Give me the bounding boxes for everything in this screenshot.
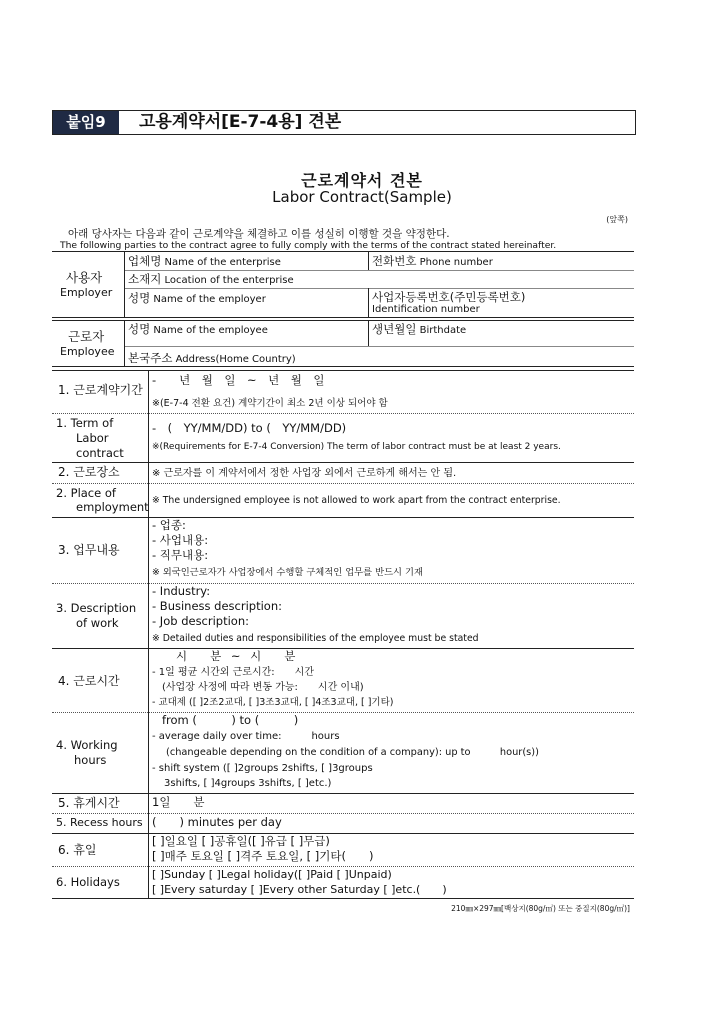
- overtime-limit-ko: (사업장 사정에 따라 변동 가능: 시간 이내): [162, 682, 364, 693]
- recess-label-ko: 5. 휴게시간: [58, 796, 120, 810]
- duties-note-en: ※ Detailed duties and responsibilities of the employee must be stated: [152, 633, 479, 644]
- term-requirement-ko: ※(E-7-4 전환 요건) 계약기간이 최소 2년 이상 되어야 함: [152, 398, 388, 409]
- recess-value-ko: 1일 분: [152, 795, 205, 809]
- duties-note-ko: ※ 외국인근로자가 사업장에서 수행할 구체적인 업무를 반드시 기재: [152, 567, 423, 578]
- overtime-ko: - 1일 평균 시간외 근로시간: 시간: [152, 667, 314, 678]
- paper-spec: 210㎜×297㎜[백상지(80g/㎡) 또는 중질지(80g/㎡)]: [451, 904, 630, 913]
- overtime-en: - average daily over time: hours: [152, 731, 340, 742]
- phone-field: 전화번호 Phone number: [372, 254, 493, 268]
- duties-label-en-line1: 3. Description: [56, 601, 137, 615]
- document-title: 근로계약서 견본: [301, 171, 423, 190]
- location-field: 소재지 Location of the enterprise: [128, 272, 294, 286]
- holidays-label-en: 6. Holidays: [56, 875, 120, 889]
- business-ko: - 사업내용:: [152, 533, 209, 547]
- shift-system-en-line2: 3shifts, [ ]4groups 3shifts, [ ]etc.): [164, 778, 332, 789]
- term-label-ko: 1. 근로계약기간: [58, 383, 143, 397]
- term-dates-en: - ( YY/MM/DD) to ( YY/MM/DD): [152, 421, 347, 435]
- intro-english: The following parties to the contract agree to fully comply with the terms of the contract stated hereinafter.: [60, 240, 557, 251]
- term-label-en-line2: Labor: [76, 431, 109, 445]
- holidays-options-ko-line1: [ ]일요일 [ ]공휴일([ ]유급 [ ]무급): [152, 834, 330, 848]
- home-address-field: 본국주소 Address(Home Country): [128, 351, 296, 365]
- attachment-header: [52, 110, 636, 135]
- workplace-label-en-line1: 2. Place of: [56, 486, 116, 500]
- enterprise-name-field: 업체명 Name of the enterprise: [128, 254, 281, 268]
- holidays-label-ko: 6. 휴일: [58, 843, 97, 857]
- duties-label-ko: 3. 업무내용: [58, 543, 120, 557]
- workplace-label-en-line2: employment: [76, 500, 149, 514]
- hours-label-en-line2: hours: [74, 753, 107, 767]
- duties-label-en-line2: of work: [76, 616, 119, 630]
- term-dates-ko: - 년 월 일 ~ 년 월 일: [152, 373, 325, 387]
- workplace-note-en: ※ The undersigned employee is not allowed to work apart from the contract enterprise.: [152, 495, 561, 506]
- employee-label-en: Employee: [60, 345, 115, 358]
- shift-system-en-line1: - shift system ([ ]2groups 2shifts, [ ]3groups: [152, 763, 373, 774]
- birthdate-field: 생년월일 Birthdate: [372, 322, 467, 336]
- employee-label-ko: 근로자: [68, 329, 105, 344]
- shift-system-ko: - 교대제 ([ ]2조2교대, [ ]3조3교대, [ ]4조3교대, [ ]기타): [152, 697, 394, 708]
- industry-en: - Industry:: [152, 584, 211, 598]
- job-ko: - 직무내용:: [152, 548, 209, 562]
- attachment-title: 고용계약서[E-7-4용] 견본: [139, 112, 342, 132]
- employer-label-en: Employer: [60, 286, 113, 299]
- holidays-options-ko-line2: [ ]매주 토요일 [ ]격주 토요일, [ ]기타( ): [152, 849, 374, 863]
- workplace-label-ko: 2. 근로장소: [58, 465, 120, 479]
- registration-number-field: 사업자등록번호(주민등록번호) Identification number: [372, 290, 526, 315]
- recess-label-en: 5. Recess hours: [56, 816, 143, 829]
- holidays-options-en-line1: [ ]Sunday [ ]Legal holiday([ ]Paid [ ]Unpaid): [152, 868, 392, 881]
- job-en: - Job description:: [152, 614, 250, 628]
- holidays-options-en-line2: [ ]Every saturday [ ]Every other Saturday [ ]etc.( ): [152, 883, 447, 896]
- attachment-tag: 붙임9: [53, 111, 119, 134]
- term-requirement-en: ※(Requirements for E-7-4 Conversion) The term of labor contract must be at least 2 years.: [152, 442, 561, 452]
- page-side-label: (앞쪽): [606, 215, 628, 224]
- overtime-limit-en: (changeable depending on the condition of a company): up to hour(s)): [166, 747, 539, 758]
- hours-range-ko: 시 분 ~ 시 분: [176, 649, 296, 663]
- business-en: - Business description:: [152, 599, 282, 613]
- intro-korean: 아래 당사자는 다음과 같이 근로계약을 체결하고 이를 성실히 이행할 것을 약정한다.: [68, 228, 450, 240]
- term-label-en-line1: 1. Term of: [56, 416, 114, 430]
- employee-name-field: 성명 Name of the employee: [128, 322, 268, 336]
- workplace-note-ko: ※ 근로자를 이 계약서에서 정한 사업장 외에서 근로하게 해서는 안 됨.: [152, 468, 457, 479]
- recess-value-en: ( ) minutes per day: [152, 815, 282, 829]
- industry-ko: - 업종:: [152, 518, 186, 532]
- document-subtitle: Labor Contract(Sample): [272, 188, 452, 206]
- hours-range-en: from ( ) to ( ): [162, 713, 299, 727]
- hours-label-ko: 4. 근로시간: [58, 674, 120, 688]
- employer-name-field: 성명 Name of the employer: [128, 291, 266, 305]
- hours-label-en-line1: 4. Working: [56, 738, 118, 752]
- term-label-en-line3: contract: [76, 446, 124, 460]
- employer-label-ko: 사용자: [66, 270, 103, 285]
